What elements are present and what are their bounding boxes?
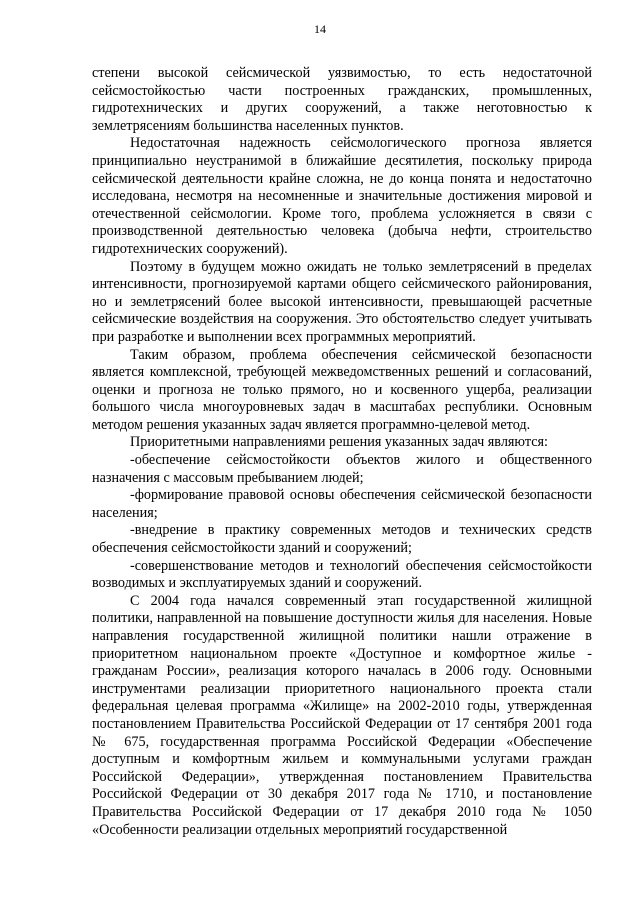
list-item-priority-1: -обеспечение сейсмостойкости объектов жилого и общественного назначения с массовым пребыванием людей; [92, 452, 592, 486]
paragraph-seismic-vulnerability: степени высокой сейсмической уязвимостью, то есть недостаточной сейсмостойкостью части построенных гражданских, промышленных, гидротехнических и других сооружений, а также неготовностью к землетрясениям большинства населенных пунктов. [92, 65, 592, 134]
document-body [92, 65, 592, 839]
paragraph-complex-problem: Таким образом, проблема обеспечения сейсмической безопасности является комплексной, требующей межведомственных решений и согласований, оценки и прогноза не только прямого, но и косвенного ущерба, реализации большого числа многоуровневых задач в масштабах республики. Основным методом решения указанных задач является программно-целевой метод. [92, 346, 592, 433]
list-item-priority-3: -внедрение в практику современных методов и технических средств обеспечения сейсмостойкости зданий и сооружений; [92, 522, 592, 557]
paragraph-future-earthquakes: Поэтому в будущем можно ожидать не только землетрясений в пределах интенсивности, прогнозируемой картами общего сейсмического районирования, но и землетрясений более высокой интенсивности, превышающей расчетные сейсмические воздействия на сооружения. Это обстоятельство следует учитывать при разработке и выполнении всех программных мероприятий. [92, 258, 592, 345]
page-number: 14 [314, 22, 326, 36]
list-item-priority-4: -совершенствование методов и технологий обеспечения сейсмостойкости возводимых и эксплуатируемых зданий и сооружений. [92, 557, 592, 592]
paragraph-priorities-intro: Приоритетными направлениями решения указанных задач являются: [130, 434, 548, 451]
paragraph-forecast-reliability: Недостаточная надежность сейсмологического прогноза является принципиально неустранимой в ближайшие десятилетия, поскольку природа сейсмической деятельности крайне сложна, не до конца понята и недостаточно исследована, несмотря на несомненные и значительные достижения мировой и отечественной сейсмологии. Кроме того, проблема усложняется в связи с производственной деятельностью человека (добыча нефти, строительство гидротехнических сооружений). [92, 135, 592, 257]
list-item-priority-2: -формирование правовой основы обеспечения сейсмической безопасности населения; [92, 487, 592, 521]
paragraph-housing-policy: С 2004 года начался современный этап государственной жилищной политики, направленной на повышение доступности жилья для населения. Новые направления государственной жилищной политики нашли отражение в приоритетном национальном проекте «Доступное и комфортное жилье - гражданам России», реализация которого началась в 2006 году. Основными инструментами реализации приоритетного национального проекта стали федеральная целевая программа «Жилище» на 2002-2010 годы, утвержденная постановлением Правительства Российской Федерации от 17 сентября 2001 года № 675, государственная программа Российской Федерации «Обеспечение доступным и комфортным жильем и коммунальными услугами граждан Российской Федерации», утвержденная постановлением Правительства Российской Федерации от 30 декабря 2017 года № 1710, и постановление Правительства Российской Федерации от 17 декабря 2010 года № 1050 «Особенности реализации отдельных мероприятий государственной [92, 592, 592, 838]
